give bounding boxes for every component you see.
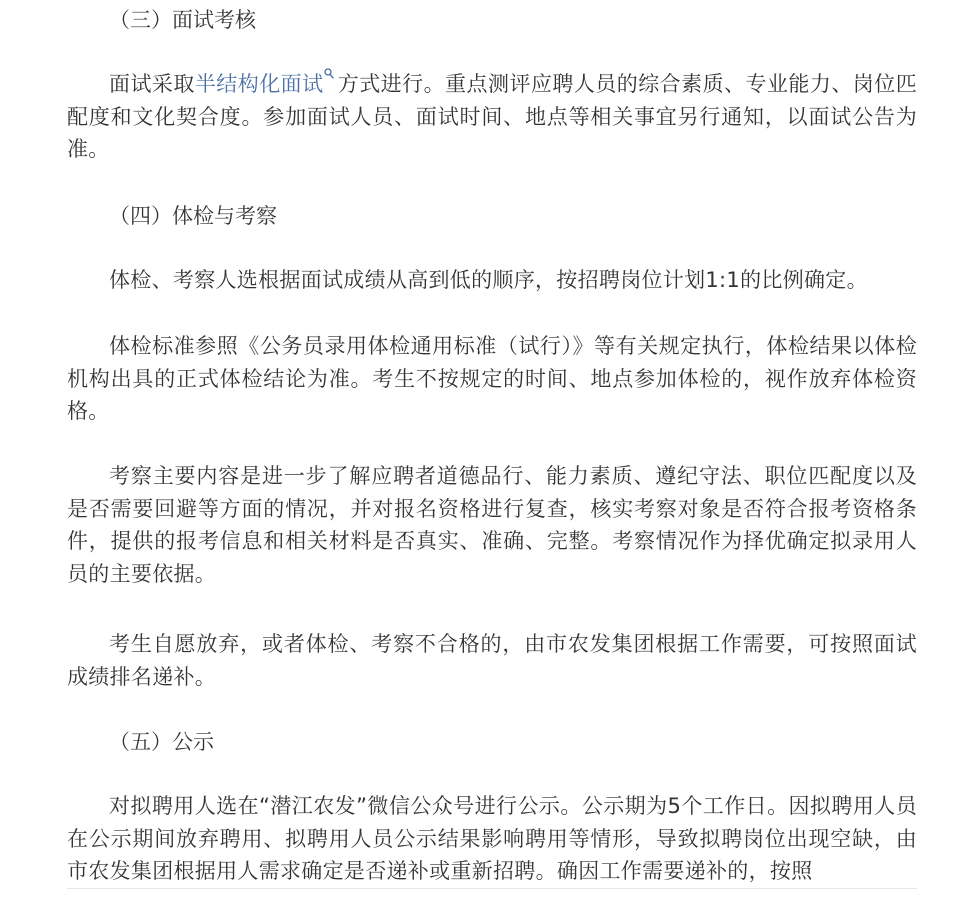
- search-icon[interactable]: [324, 68, 334, 82]
- paragraph-text: 方式进行。重点测评应聘人员的综合素质、专业能力、岗位匹配度和文化契合度。参加面试人员、面试时间、地点等相关事宜另行通知，以面试公告为准。: [67, 72, 917, 161]
- paragraph-interview: [67, 68, 917, 166]
- section-heading-interview: （三）面试考核: [109, 8, 256, 32]
- paragraph-replacement: 考生自愿放弃，或者体检、考察不合格的，由市农发集团根据工作需要，可按照面试成绩排名递补。: [67, 632, 917, 689]
- section-heading-physical-exam: （四）体检与考察: [109, 204, 277, 228]
- divider: [67, 888, 917, 889]
- section-heading-publicity: （五）公示: [109, 730, 214, 754]
- paragraph-publicity: 对拟聘用人选在“潜江农发”微信公众号进行公示。公示期为5个工作日。因拟聘用人员在公示期间放弃聘用、拟聘用人员公示结果影响聘用等情形，导致拟聘岗位出现空缺，由市农发集团根据用人需求确定是否递补或重新招聘。确因工作需要递补的，按照: [67, 794, 917, 883]
- paragraph-exam-standard: 体检标准参照《公务员录用体检通用标准（试行）》等有关规定执行，体检结果以体检机构出具的正式体检结论为准。考生不按规定的时间、地点参加体检的，视作放弃体检资格。: [67, 334, 917, 423]
- structured-interview-link[interactable]: 半结构化面试: [194, 72, 324, 96]
- paragraph-selection: 体检、考察人选根据面试成绩从高到低的顺序，按招聘岗位计划1:1的比例确定。: [109, 268, 868, 292]
- paragraph-text: 面试采取: [109, 72, 195, 96]
- paragraph-inspection-content: 考察主要内容是进一步了解应聘者道德品行、能力素质、遵纪守法、职位匹配度以及是否需要回避等方面的情况，并对报名资格进行复查，核实考察对象是否符合报考资格条件，提供的报考信息和相关材料是否真实、准确、完整。考察情况作为择优确定拟录用人员的主要依据。: [67, 464, 917, 586]
